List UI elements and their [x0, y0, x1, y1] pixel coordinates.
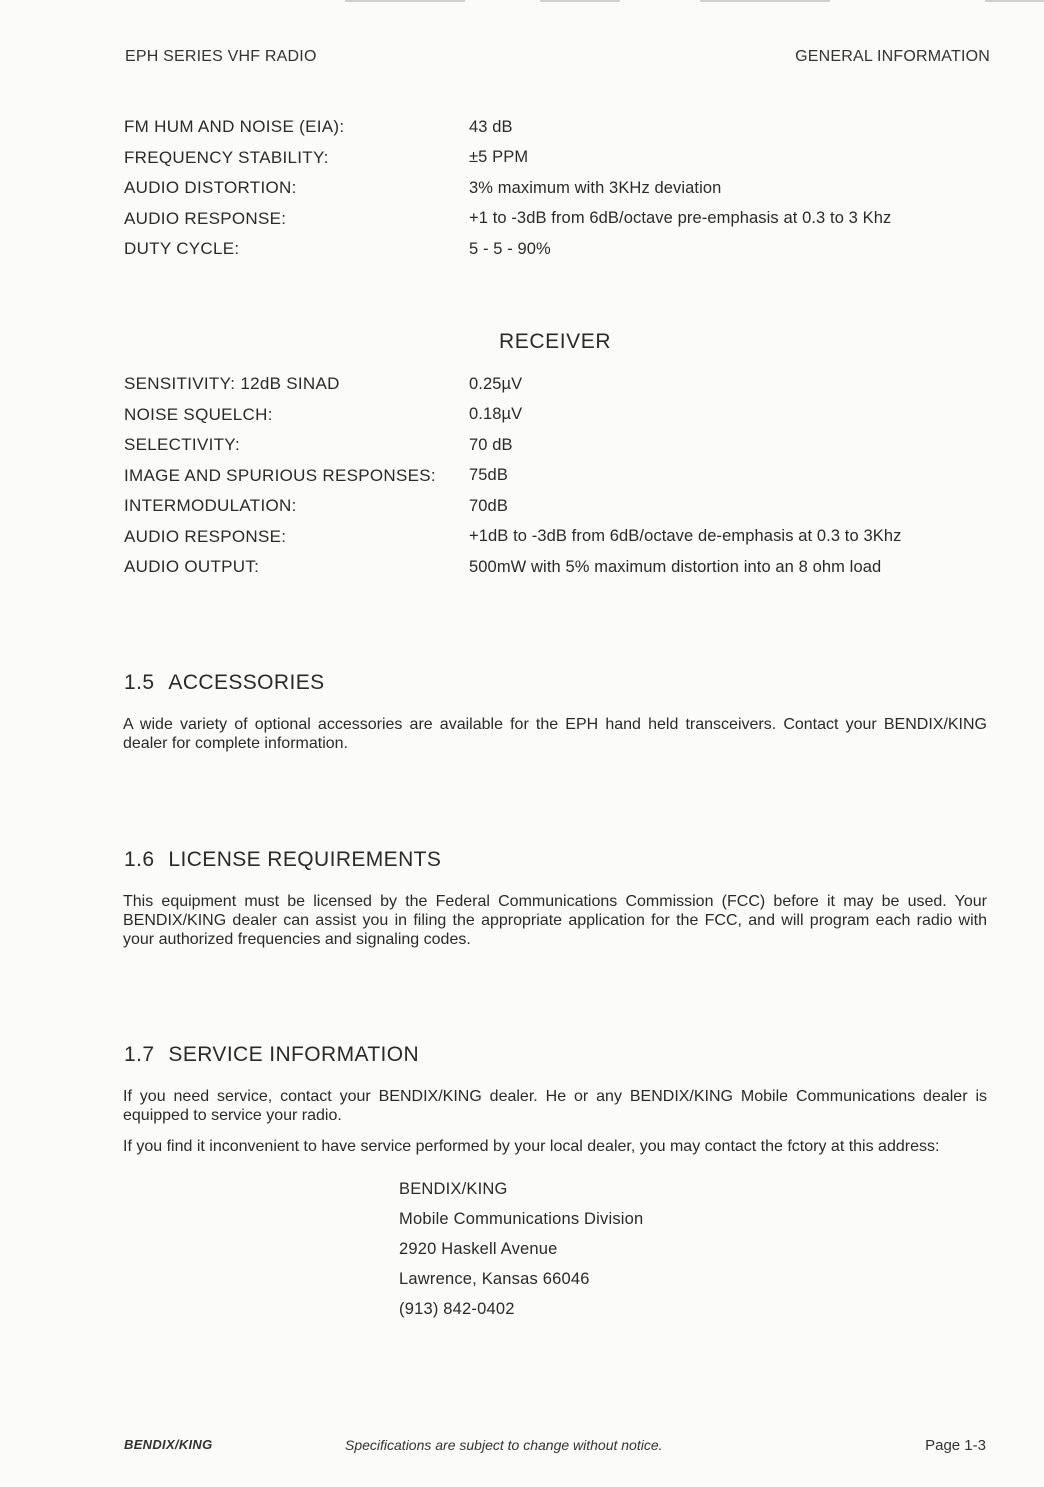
spec-label: SENSITIVITY: 12dB SINAD: [124, 374, 340, 394]
scan-mark: [345, 0, 465, 2]
spec-label: NOISE SQUELCH:: [124, 404, 273, 424]
factory-address: [399, 1180, 643, 1330]
running-header-right: GENERAL INFORMATION: [795, 48, 990, 65]
spec-label: AUDIO RESPONSE:: [124, 208, 287, 228]
scan-mark: [540, 0, 620, 2]
receiver-spec-table: [124, 369, 1004, 583]
spec-row: [124, 234, 1004, 265]
section-number: 1.5: [124, 671, 155, 694]
spec-value: 70 dB: [469, 435, 513, 454]
spec-value: 75dB: [469, 466, 508, 485]
spec-value: 0.18µV: [469, 405, 523, 424]
scan-mark: [985, 0, 1044, 2]
spec-value: 500mW with 5% maximum distortion into an 8 ohm load: [469, 557, 882, 576]
spec-row: [124, 430, 1004, 461]
spec-value: +1dB to -3dB from 6dB/octave de-emphasis at 0.3 to 3Khz: [469, 527, 902, 546]
section-title-text: ACCESSORIES: [168, 671, 325, 694]
address-line: Lawrence, Kansas 66046: [399, 1270, 590, 1288]
license-paragraph: This equipment must be licensed by the Federal Communications Commission (FCC) before it may be used. Your BENDIX/KING dealer can assist you in filing the appropriate application for the FCC, and will program each radio with your authorized frequencies and signaling codes.: [123, 893, 987, 948]
spec-value: 3% maximum with 3KHz deviation: [469, 178, 722, 197]
spec-label: IMAGE AND SPURIOUS RESPONSES:: [124, 465, 436, 485]
spec-row: [124, 461, 1004, 492]
spec-label: DUTY CYCLE:: [124, 239, 240, 259]
section-title-license: [124, 848, 441, 872]
section-title-text: LICENSE REQUIREMENTS: [168, 848, 442, 871]
spec-value: 0.25µV: [469, 374, 523, 393]
section-number: 1.6: [124, 848, 155, 871]
spec-label: AUDIO OUTPUT:: [124, 557, 260, 577]
section-title-text: SERVICE INFORMATION: [168, 1043, 420, 1066]
spec-label: SELECTIVITY:: [124, 435, 241, 455]
receiver-heading: RECEIVER: [499, 330, 612, 353]
spec-value: +1 to -3dB from 6dB/octave pre-emphasis at 0.3 to 3 Khz: [469, 209, 892, 228]
address-line: BENDIX/KING: [399, 1180, 508, 1198]
spec-label: AUDIO RESPONSE:: [124, 526, 287, 546]
spec-label: AUDIO DISTORTION:: [124, 178, 297, 198]
spec-row: [124, 369, 1004, 400]
spec-row: [124, 173, 1004, 204]
spec-value: 5 - 5 - 90%: [469, 239, 551, 258]
running-header-left: EPH SERIES VHF RADIO: [125, 48, 317, 65]
spec-row: [124, 491, 1004, 522]
spec-row: [124, 204, 1004, 235]
spec-value: 43 dB: [469, 117, 513, 136]
section-number: 1.7: [124, 1043, 155, 1066]
spec-row: [124, 522, 1004, 553]
spec-value: ±5 PPM: [469, 148, 529, 167]
footer-brand: BENDIX/KING: [124, 1437, 213, 1452]
spec-row: [124, 143, 1004, 174]
address-line: 2920 Haskell Avenue: [399, 1240, 558, 1258]
spec-label: FM HUM AND NOISE (EIA):: [124, 117, 345, 137]
section-title-service: [124, 1043, 419, 1067]
page-number: Page 1-3: [925, 1437, 986, 1454]
spec-value: 70dB: [469, 496, 508, 515]
transmitter-spec-table: [124, 112, 1004, 265]
spec-label: INTERMODULATION:: [124, 496, 297, 516]
address-line: Mobile Communications Division: [399, 1210, 644, 1228]
service-paragraph-1: If you need service, contact your BENDIX/KING dealer. He or any BENDIX/KING Mobile Communications dealer is equipped to service your radio.: [123, 1088, 987, 1124]
spec-row: [124, 400, 1004, 431]
spec-label: FREQUENCY STABILITY:: [124, 147, 329, 167]
section-title-accessories: [124, 671, 325, 695]
service-paragraph-2: If you find it inconvenient to have service performed by your local dealer, you may contact the fctory at this address:: [123, 1138, 940, 1155]
scan-mark: [700, 0, 830, 2]
address-line: (913) 842-0402: [399, 1300, 515, 1318]
spec-row: [124, 552, 1004, 583]
footer-disclaimer: Specifications are subject to change without notice.: [345, 1437, 663, 1453]
accessories-paragraph: A wide variety of optional accessories are available for the EPH hand held transceivers. Contact your BENDIX/KING dealer for complete information.: [123, 716, 987, 752]
spec-row: [124, 112, 1004, 143]
